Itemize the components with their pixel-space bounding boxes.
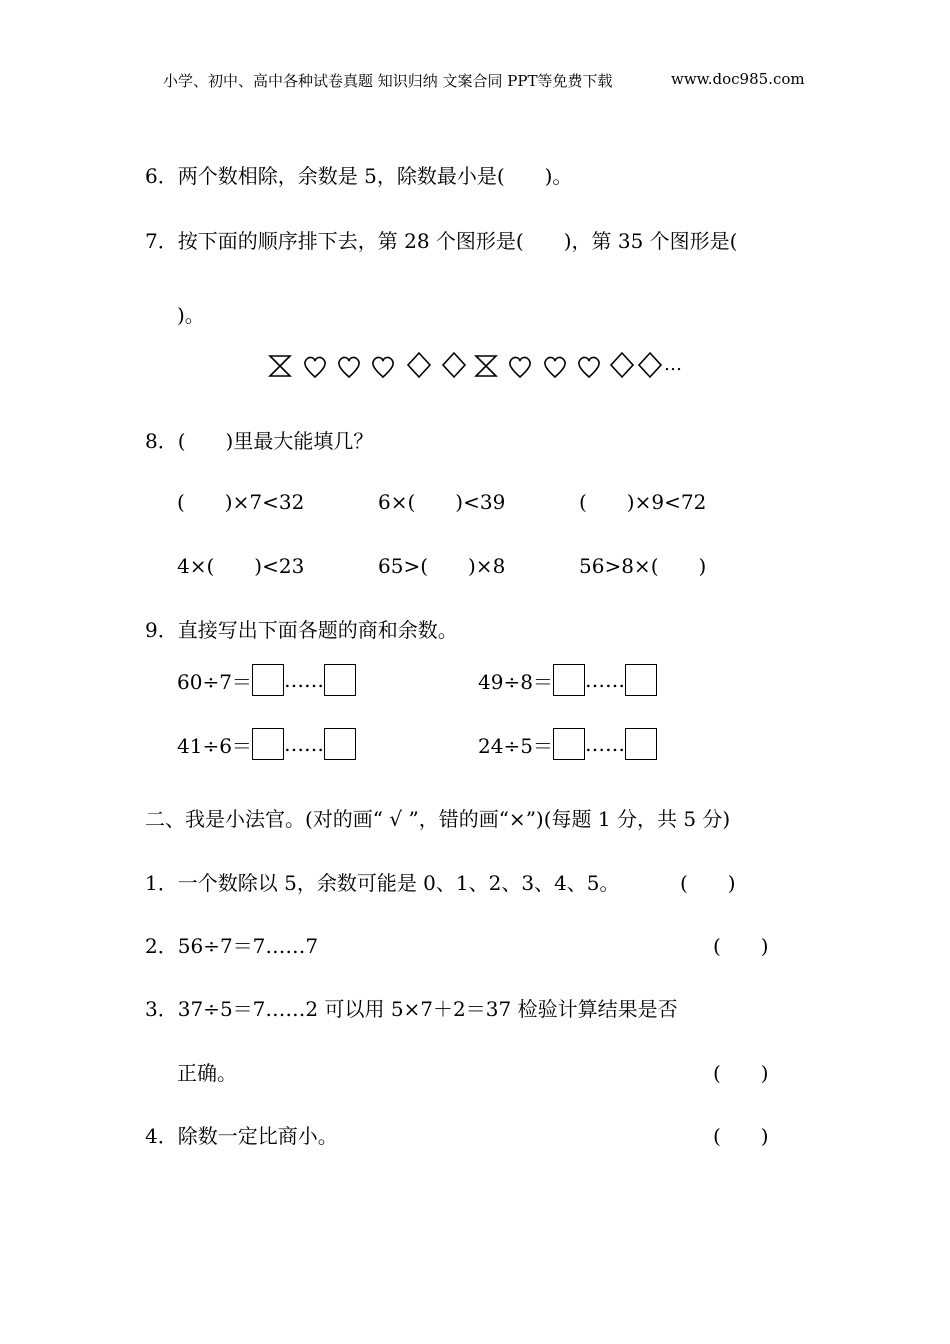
division-item	[478, 664, 657, 696]
question-text: 56÷7＝7……7	[177, 934, 319, 958]
dots: ……	[283, 668, 324, 692]
shape-sequence-svg	[268, 352, 688, 382]
remainder-box[interactable]	[625, 728, 657, 760]
question-7	[145, 228, 737, 254]
judge-item-3-continuation: 正确。	[177, 1061, 237, 1085]
dots: ……	[584, 732, 625, 756]
shape-sequence	[268, 352, 688, 382]
fill-item: 6×( )<39	[378, 490, 506, 514]
question-text: 37÷5＝7……2 可以用 5×7＋2＝37 检验计算结果是否	[177, 997, 678, 1021]
fill-item: ( )×9<72	[579, 490, 707, 514]
division-expression: 24÷5＝	[478, 733, 553, 758]
header-right: www.doc985.com	[671, 70, 805, 88]
diamond-icon	[611, 353, 633, 377]
heart-icon	[373, 357, 393, 377]
fill-item: 4×( )<23	[177, 554, 305, 578]
answer-paren[interactable]: ( )	[713, 1061, 769, 1085]
question-number: 9．	[145, 618, 178, 642]
division-expression: 49÷8＝	[478, 669, 553, 694]
judge-item-3	[145, 996, 678, 1022]
question-text: 按下面的顺序排下去，第 28 个图形是( )，第 35 个图形是(	[177, 229, 738, 253]
fill-item: 56>8×( )	[579, 554, 707, 578]
question-7-continuation: )。	[177, 303, 205, 327]
division-expression: 60÷7＝	[177, 669, 252, 694]
division-item	[177, 664, 356, 696]
diamond-icon	[408, 353, 430, 377]
diamond-icon	[443, 353, 465, 377]
heart-icon	[510, 357, 530, 377]
hourglass-icon	[270, 356, 290, 376]
answer-paren[interactable]: ( )	[680, 871, 736, 895]
remainder-box[interactable]	[324, 728, 356, 760]
heart-icon	[305, 357, 325, 377]
question-number: 4．	[145, 1124, 178, 1148]
question-number: 8．	[145, 429, 178, 453]
remainder-box[interactable]	[625, 664, 657, 696]
quotient-box[interactable]	[252, 728, 284, 760]
question-text: 直接写出下面各题的商和余数。	[177, 618, 458, 642]
question-number: 6．	[145, 164, 178, 188]
question-8	[145, 428, 373, 454]
question-9	[145, 617, 458, 643]
question-number: 2．	[145, 934, 178, 958]
fill-item: ( )×7<32	[177, 490, 305, 514]
diamond-icon	[639, 353, 661, 377]
judge-item-2	[145, 933, 318, 959]
remainder-box[interactable]	[324, 664, 356, 696]
question-number: 7．	[145, 229, 178, 253]
dots: ……	[584, 668, 625, 692]
division-item	[177, 728, 356, 760]
judge-item-1	[145, 870, 620, 896]
quotient-box[interactable]	[553, 728, 585, 760]
shape-ellipsis: …	[664, 354, 682, 375]
division-item	[478, 728, 657, 760]
question-6	[145, 163, 572, 189]
quotient-box[interactable]	[553, 664, 585, 696]
question-number: 3．	[145, 997, 178, 1021]
hourglass-icon	[476, 356, 496, 376]
question-text: 两个数相除，余数是 5，除数最小是( )。	[177, 164, 573, 188]
fill-item: 65>( )×8	[378, 554, 506, 578]
answer-paren[interactable]: ( )	[713, 934, 769, 958]
answer-paren[interactable]: ( )	[713, 1124, 769, 1148]
heart-icon	[579, 357, 599, 377]
quotient-box[interactable]	[252, 664, 284, 696]
dots: ……	[283, 732, 324, 756]
question-text: 除数一定比商小。	[177, 1124, 338, 1148]
heart-icon	[545, 357, 565, 377]
heart-icon	[339, 357, 359, 377]
judge-item-4	[145, 1123, 338, 1149]
division-expression: 41÷6＝	[177, 733, 252, 758]
header-left: 小学、初中、高中各种试卷真题 知识归纳 文案合同 PPT等免费下载	[163, 72, 613, 90]
section-2-title: 二、我是小法官。(对的画“ √ ”，错的画“×”)(每题 1 分，共 5 分)	[145, 807, 731, 831]
question-text: 一个数除以 5，余数可能是 0、1、2、3、4、5。	[177, 871, 620, 895]
question-number: 1．	[145, 871, 178, 895]
question-text: ( )里最大能填几？	[177, 429, 374, 453]
